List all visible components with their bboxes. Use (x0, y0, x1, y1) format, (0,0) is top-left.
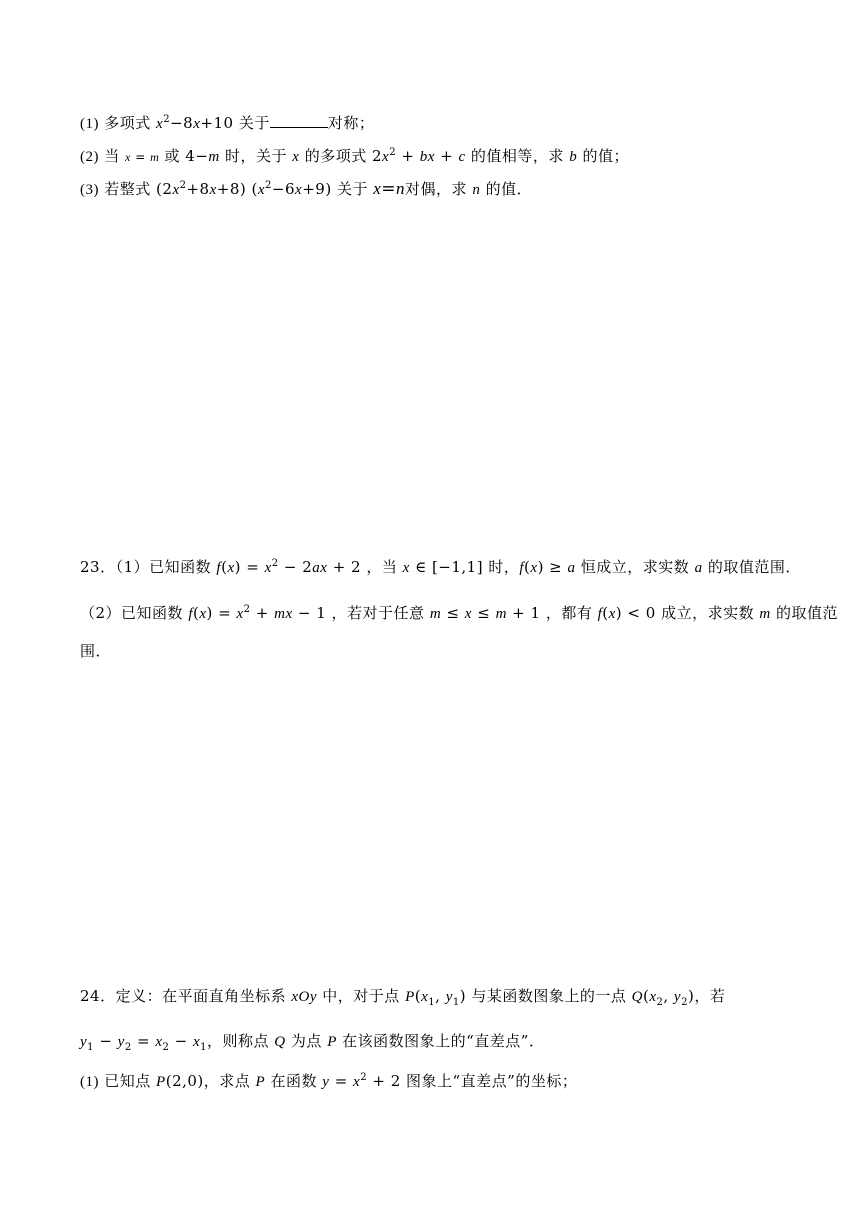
q23-part3: 围． (80, 642, 112, 660)
q22-part2: (2) 当 x = m 或 4−m 时，关于 x 的多项式 $2x^2$ + bx + c 的值相等，求 b 的值； (80, 147, 629, 165)
q23-part2: （2）已知函数 $f(x) = x^2$ + mx − 1 ，若对于任意 m ≤ x ≤ m + 1 ，都有 f(x) < 0 成立，求实数 m 的取值范 (80, 604, 838, 622)
q24-part3: (1) 已知点 P(2,0)，求点 P 在函数 $y = x^2 + 2$ 图象上“直差点”的坐标； (80, 1072, 578, 1090)
q22-part1: (1) 多项式 $x^2-8x+10$ 关于 对称； (80, 114, 375, 132)
q23-part1: 23．（1）已知函数 $f(x) = x^2 - 2ax + 2$ ，当 x ∈ [−1,1] 时，f(x) ≥ a 恒成立，求实数 a 的取值范围． (80, 558, 801, 576)
q22-part3: (3) 若整式 $(2x^2+8x+8)$ $(x^2-6x+9)$ 关于 x=n对偶，求 n 的值． (80, 179, 533, 199)
answer-blank (270, 113, 328, 128)
q24-part1: 24．定义：在平面直角坐标系 xOy 中，对于点 $P(x_1$, $y_1$) 与某函数图象上的一点 $Q(x_2$, $y_2$)，若 (80, 987, 726, 1008)
q24-part2: $y_1 - y_2 = x_2 - x_1$，则称点 Q 为点 P 在该函数图象上的“直差点”． (80, 1032, 545, 1053)
